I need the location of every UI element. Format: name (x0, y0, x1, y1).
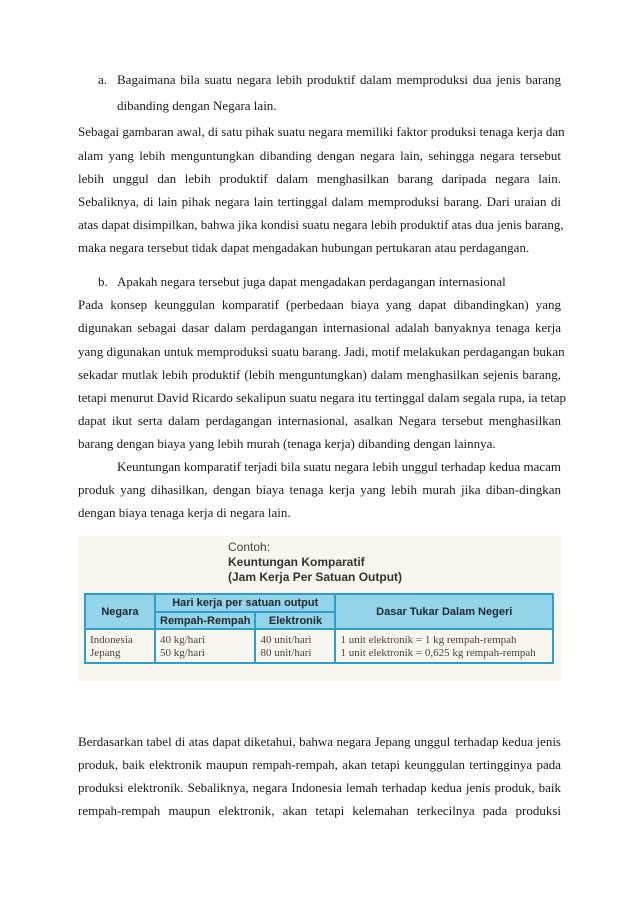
paragraph-b-line-2: digunakan sebagai dasar dalam perdagangan internasional adalah banyaknya tenaga kerja (78, 320, 561, 335)
paragraph-a-line-1: Sebagai gambaran awal, di satu pihak suatu negara memiliki faktor produksi tenaga kerja dan (78, 124, 565, 139)
paragraph-b2-line-2: produk yang dihasilkan, dengan biaya tenaga kerja yang lebih murah jika diban-dingkan (78, 482, 561, 497)
paragraph-b2-line-3: dengan biaya tenaga kerja di negara lain. (78, 505, 291, 520)
table-row (85, 646, 553, 663)
conclusion-line-1: Berdasarkan tabel di atas dapat diketahui, bahwa negara Jepang unggul terhadap kedua jenis (78, 734, 561, 749)
conclusion-line-3: produksi elektronik. Sebaliknya, negara Indonesia lemah terhadap kedua jenis produk, baik (78, 780, 561, 795)
header-negara: Negara (85, 594, 155, 629)
figure-caption-line-1: Contoh: (228, 540, 271, 554)
paragraph-b-line-1: Pada konsep keunggulan komparatif (perbedaan biaya yang dapat dibandingkan) yang (78, 297, 561, 312)
item-label-a: a. (98, 72, 108, 87)
cell-dasar: 1 unit elektronik = 0,625 kg rempah-rempah (335, 646, 553, 663)
cell-negara: Jepang (85, 646, 155, 663)
table-row (85, 629, 553, 646)
cell-elektronik: 80 unit/hari (255, 646, 335, 663)
comparative-table (84, 593, 554, 664)
paragraph-b-line-3: yang digunakan untuk memproduksi suatu barang. Jadi, motif melakukan perdagangan bukan (78, 344, 565, 359)
conclusion-line-4: rempah-rempah maupun elektronik, akan tetapi kelemahan terkecilnya pada produksi (78, 803, 561, 818)
comparative-advantage-figure (78, 536, 561, 681)
item-label-b: b. (98, 274, 108, 289)
paragraph-a-line-3: lebih unggul dan lebih produktif dalam menghasilkan barang daripada negara lain. (78, 171, 561, 186)
conclusion-line-2: produk, baik elektronik maupun rempah-rempah, akan tetapi keunggulan tertingginya pada (78, 757, 561, 772)
question-b: Apakah negara tersebut juga dapat mengadakan perdagangan internasional (117, 274, 506, 289)
question-a-line-1: Bagaimana bila suatu negara lebih produktif dalam memproduksi dua jenis barang (117, 72, 561, 87)
paragraph-b-line-4: sekadar mutlak lebih produktif (lebih menguntungkan) dalam menghasilkan sejenis barang, (78, 367, 561, 382)
paragraph-a-line-4: Sebaliknya, di lain pihak negara lain tertinggal dalam memproduksi barang. Dari uraian di (78, 194, 561, 209)
figure-caption-line-3: (Jam Kerja Per Satuan Output) (228, 570, 403, 584)
paragraph-a-line-5: atas dapat disimpilkan, bahwa jika kondisi suatu negara lebih produktif atas dua jenis barang, (78, 217, 564, 232)
header-hari-kerja: Hari kerja per satuan output (155, 594, 335, 612)
paragraph-a-line-2: alam yang lebih menguntungkan dibanding dengan negara lain, sehingga negara tersebut (78, 148, 561, 163)
question-a-line-2: dibanding dengan Negara lain. (117, 98, 277, 113)
cell-negara: Indonesia (85, 629, 155, 646)
paragraph-b-line-5: tetapi menurut David Ricardo sekalipun suatu negara itu tertinggal dalam segala rupa, ia tetap (78, 390, 567, 405)
figure-caption-line-2: Keuntungan Komparatif (228, 555, 365, 569)
cell-dasar: 1 unit elektronik = 1 kg rempah-rempah (335, 629, 553, 646)
cell-elektronik: 40 unit/hari (255, 629, 335, 646)
cell-rempah: 40 kg/hari (155, 629, 255, 646)
paragraph-b-line-6: dapat ikut serta dalam perdagangan internasional, asalkan Negara tersebut menghasilkan (78, 413, 561, 428)
header-dasar-tukar: Dasar Tukar Dalam Negeri (335, 594, 553, 629)
paragraph-b-line-7: barang dengan biaya yang lebih murah (tenaga kerja) dibanding dengan lainnya. (78, 436, 496, 451)
header-rempah: Rempah-Rempah (155, 612, 255, 629)
header-elektronik: Elektronik (255, 612, 335, 629)
paragraph-a-line-6: maka negara tersebut tidak dapat mengadakan hubungan pertukaran atau perdagangan. (78, 240, 530, 255)
cell-rempah: 50 kg/hari (155, 646, 255, 663)
paragraph-b2-line-1: Keuntungan komparatif terjadi bila suatu negara lebih unggul terhadap kedua macam (117, 459, 561, 474)
